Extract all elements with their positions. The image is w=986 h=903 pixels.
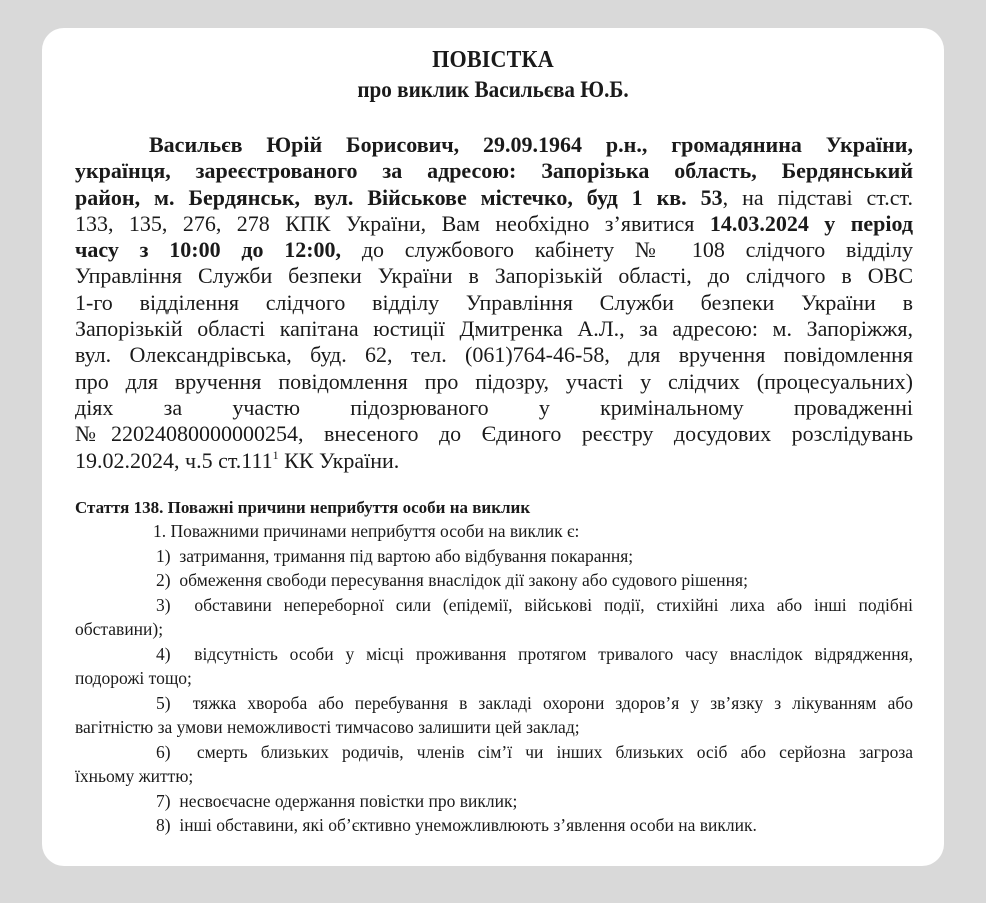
article-items: [75, 544, 913, 838]
item-number: 8): [156, 815, 171, 835]
item-number: 6): [156, 741, 171, 762]
item-continuation: вагітністю за умови неможливості тимчасово залишити цей заклад;: [75, 717, 580, 737]
item-continuation: обставини);: [75, 619, 164, 639]
item-text: обмеження свободи пересування внаслідок дії закону або судового рішення;: [179, 570, 748, 590]
paragraph-line: Управління Служби безпеки України в Запорізькій області, до слідчого в ОВС: [75, 263, 913, 289]
item-text: тяжка хвороба або перебування в закладі охорони здоров’я у зв’язку з лікуванням або: [192, 692, 914, 713]
paragraph-line: [75, 448, 913, 474]
paragraph-text: до службового кабінету № 108 слідчого відділу: [341, 237, 913, 263]
address-text: українця, зареєстрованого за адресою: Запорізька область, Бердянський: [75, 158, 913, 184]
paragraph-text: 19.02.2024, ч.5 ст.111: [75, 447, 273, 473]
paragraph-line: [75, 185, 913, 211]
item-text: інші обставини, які об’єктивно унеможливлюють з’явлення особи на виклик.: [179, 815, 757, 835]
item-continuation: їхньому життю;: [75, 766, 194, 786]
article-intro: 1. Поважними причинами неприбуття особи на виклик є:: [153, 521, 580, 541]
address-text: район, м. Бердянськ, вул. Військове містечко, буд 1 кв. 53: [75, 184, 723, 210]
summons-paragraph: [75, 132, 913, 474]
article-list: [75, 519, 913, 838]
paragraph-line: [75, 158, 913, 184]
item-continuation: подорожі тощо;: [75, 668, 192, 688]
item-number: 5): [156, 692, 171, 713]
appointment-time: часу з 10:00 до 12:00,: [75, 237, 342, 263]
appointment-date: 14.03.2024 у період: [709, 210, 913, 236]
article-item: [75, 813, 913, 838]
person-name-text: Васильєв Юрій Борисович, 29.09.1964 р.н., громадянина України,: [149, 132, 913, 157]
article-item: [75, 544, 913, 569]
item-text: відсутність особи у місці проживання протягом тривалого часу внаслідок відрядження,: [194, 643, 913, 664]
article-item: [75, 593, 913, 618]
paragraph-text: 133, 135, 276, 278 КПК України, Вам необхідно з’явитися: [75, 210, 710, 236]
paragraph-text: КК України.: [278, 447, 400, 473]
paragraph-line: вул. Олександрівська, буд. 62, тел. (061)764-46-58, для вручення повідомлення: [75, 342, 913, 368]
paragraph-line: №22024080000000254, внесеного до Єдиного реєстру досудових розслідувань: [75, 421, 913, 447]
paragraph-line: [75, 211, 913, 237]
document-title: ПОВІСТКА: [432, 47, 554, 73]
paragraph-line: 1-го відділення слідчого відділу Управління Служби безпеки України в: [75, 289, 913, 315]
paragraph-line: Запорізькій області капітана юстиції Дмитренка А.Л., за адресою: м. Запоріжжя,: [75, 316, 913, 342]
item-text: смерть близьких родичів, членів сім’ї чи інших близьких осіб або серйозна загроза: [196, 741, 914, 762]
item-number: 4): [156, 643, 171, 664]
item-text: несвоєчасне одержання повістки про виклик;: [179, 790, 518, 811]
paragraph-line: [75, 132, 913, 158]
article-item: [75, 691, 913, 716]
item-number: 3): [156, 594, 171, 615]
article-item: [75, 568, 913, 593]
paragraph-line: діях за участю підозрюваного у кримінальному провадженні: [75, 394, 913, 420]
item-text: обставини непереборної сили (епідемії, військові події, стихійні лиха або інші подібні: [194, 594, 913, 615]
paragraph-line: про для вручення повідомлення про підозру, участі у слідчих (процесуальних): [75, 368, 913, 394]
article-item: [75, 642, 913, 667]
paragraph-text: , на підставі ст.ст.: [722, 184, 913, 210]
item-number: 2): [156, 570, 171, 590]
item-text: затримання, тримання під вартою або відбування покарання;: [179, 545, 634, 566]
superscript: 1: [272, 447, 279, 462]
document-subtitle: про виклик Васильєва Ю.Б.: [357, 77, 629, 102]
paragraph-line: [75, 237, 913, 263]
document-page: [42, 28, 944, 866]
article-item: [75, 789, 913, 814]
article-heading: Стаття 138. Поважні причини неприбуття особи на виклик: [75, 498, 531, 517]
item-number: 1): [156, 545, 171, 566]
article-item: [75, 740, 913, 765]
item-number: 7): [156, 790, 171, 811]
